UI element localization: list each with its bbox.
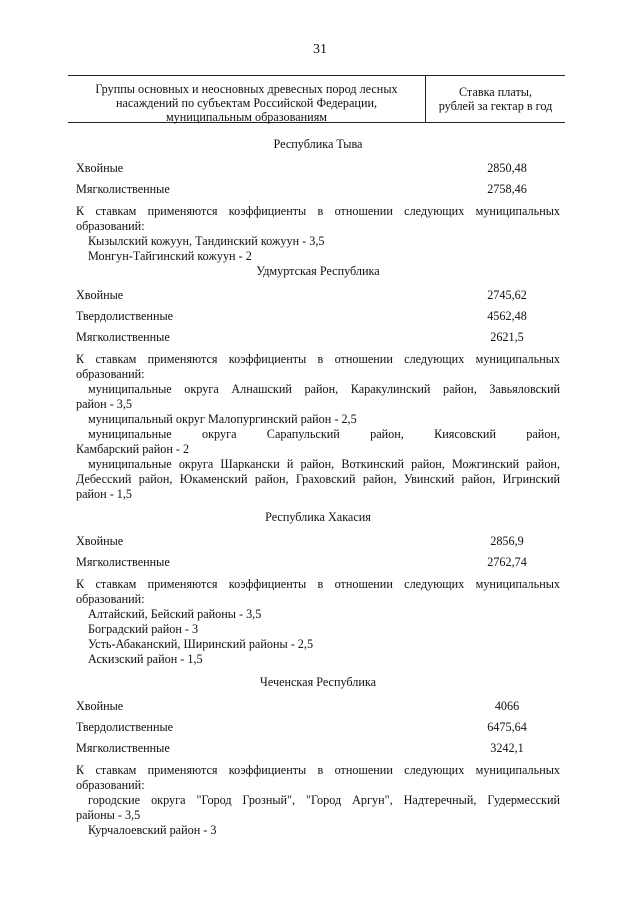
region-title-udmurt: Удмуртская Республика bbox=[256, 264, 380, 278]
coef-item: Алтайский, Бейский районы - 3,5 bbox=[88, 607, 262, 621]
rate-value: 2856,9 bbox=[490, 534, 524, 548]
coef-item-cont: район - 1,5 bbox=[76, 487, 133, 501]
coef-item: муниципальный округ Малопургинский район - 2,5 bbox=[88, 412, 357, 426]
rate-value: 3242,1 bbox=[490, 741, 524, 755]
rate-row bbox=[76, 717, 560, 738]
rate-value: 4562,48 bbox=[487, 309, 527, 323]
coefficient-note bbox=[76, 204, 560, 264]
rate-row bbox=[76, 285, 560, 306]
header-species-groups bbox=[68, 76, 426, 122]
coef-intro-line: образований: bbox=[76, 778, 145, 792]
coef-item: Боградский район - 3 bbox=[88, 622, 199, 636]
region-title-tyva: Республика Тыва bbox=[273, 137, 363, 151]
table-header bbox=[68, 75, 565, 123]
rate-value: 4066 bbox=[494, 699, 520, 713]
coef-item: Усть-Абаканский, Ширинский районы - 2,5 bbox=[88, 637, 314, 651]
species-group: Мягколиственные bbox=[76, 555, 170, 569]
page-number: 31 bbox=[313, 42, 327, 57]
rate-value: 2758,46 bbox=[487, 182, 527, 196]
species-group: Хвойные bbox=[76, 161, 124, 175]
coef-item-cont: Дебесский район, Юкаменский район, Граховский район, Увинский район, Игринский bbox=[76, 472, 560, 486]
species-group: Мягколиственные bbox=[76, 182, 170, 196]
header-col2-line: рублей за гектар в год bbox=[438, 99, 553, 113]
header-col1-line: насаждений по субъектам Российской Федерации, bbox=[115, 96, 378, 110]
coef-item: Монгун-Тайгинский кожуун - 2 bbox=[88, 249, 252, 263]
species-group: Хвойные bbox=[76, 534, 124, 548]
coef-item: муниципальные округа Шаркански й район, Воткинский район, Можгинский район, bbox=[88, 457, 560, 471]
coef-item-cont: Камбарский район - 2 bbox=[76, 442, 190, 456]
coef-item-cont: район - 3,5 bbox=[76, 397, 133, 411]
coefficient-note bbox=[76, 763, 560, 838]
coef-intro-line: образований: bbox=[76, 592, 145, 606]
coef-item-cont: районы - 3,5 bbox=[76, 808, 141, 822]
coef-item: Кызылский кожуун, Тандинский кожуун - 3,5 bbox=[88, 234, 325, 248]
coef-intro-line: К ставкам применяются коэффициенты в отношении следующих муниципальных bbox=[76, 763, 560, 777]
rate-row bbox=[76, 696, 560, 717]
rate-value: 2762,74 bbox=[487, 555, 527, 569]
coef-item: муниципальные округа Алнашский район, Каракулинский район, Завьяловский bbox=[88, 382, 560, 396]
rate-row bbox=[76, 306, 560, 327]
coef-item: муниципальные округа Сарапульский район, Киясовский район, bbox=[88, 427, 560, 441]
coef-intro-line: К ставкам применяются коэффициенты в отношении следующих муниципальных bbox=[76, 352, 560, 366]
species-group: Твердолиственные bbox=[76, 309, 174, 323]
rate-row bbox=[76, 179, 560, 200]
coef-item: городские округа "Город Грозный", "Город Аргун", Надтеречный, Гудермесский bbox=[88, 793, 560, 807]
coef-item: Аскизский район - 1,5 bbox=[88, 652, 203, 666]
coefficient-note bbox=[76, 577, 560, 667]
rate-row bbox=[76, 531, 560, 552]
coef-intro-line: К ставкам применяются коэффициенты в отношении следующих муниципальных bbox=[76, 577, 560, 591]
species-group: Хвойные bbox=[76, 699, 124, 713]
rate-value: 6475,64 bbox=[487, 720, 527, 734]
region-title-chechnya: Чеченская Республика bbox=[259, 675, 377, 689]
region-title-khakasia: Республика Хакасия bbox=[265, 510, 371, 524]
header-col1-line: Группы основных и неосновных древесных пород лесных bbox=[95, 82, 398, 96]
coefficient-note bbox=[76, 352, 560, 502]
rate-row bbox=[76, 158, 560, 179]
species-group: Мягколиственные bbox=[76, 741, 170, 755]
coef-intro-line: образований: bbox=[76, 367, 145, 381]
species-group: Мягколиственные bbox=[76, 330, 170, 344]
rate-row bbox=[76, 552, 560, 573]
coef-intro-line: К ставкам применяются коэффициенты в отношении следующих муниципальных bbox=[76, 204, 560, 218]
species-group: Хвойные bbox=[76, 288, 124, 302]
header-col1-line: муниципальным образованиям bbox=[165, 110, 328, 124]
rate-value: 2850,48 bbox=[487, 161, 527, 175]
header-col2-line: Ставка платы, bbox=[458, 85, 533, 99]
rate-value: 2621,5 bbox=[490, 330, 524, 344]
rate-value: 2745,62 bbox=[487, 288, 527, 302]
rate-row bbox=[76, 327, 560, 348]
coef-item: Курчалоевский район - 3 bbox=[88, 823, 217, 837]
species-group: Твердолиственные bbox=[76, 720, 174, 734]
rate-row bbox=[76, 738, 560, 759]
header-rate bbox=[426, 76, 565, 122]
coef-intro-line: образований: bbox=[76, 219, 145, 233]
document-body bbox=[76, 137, 560, 838]
